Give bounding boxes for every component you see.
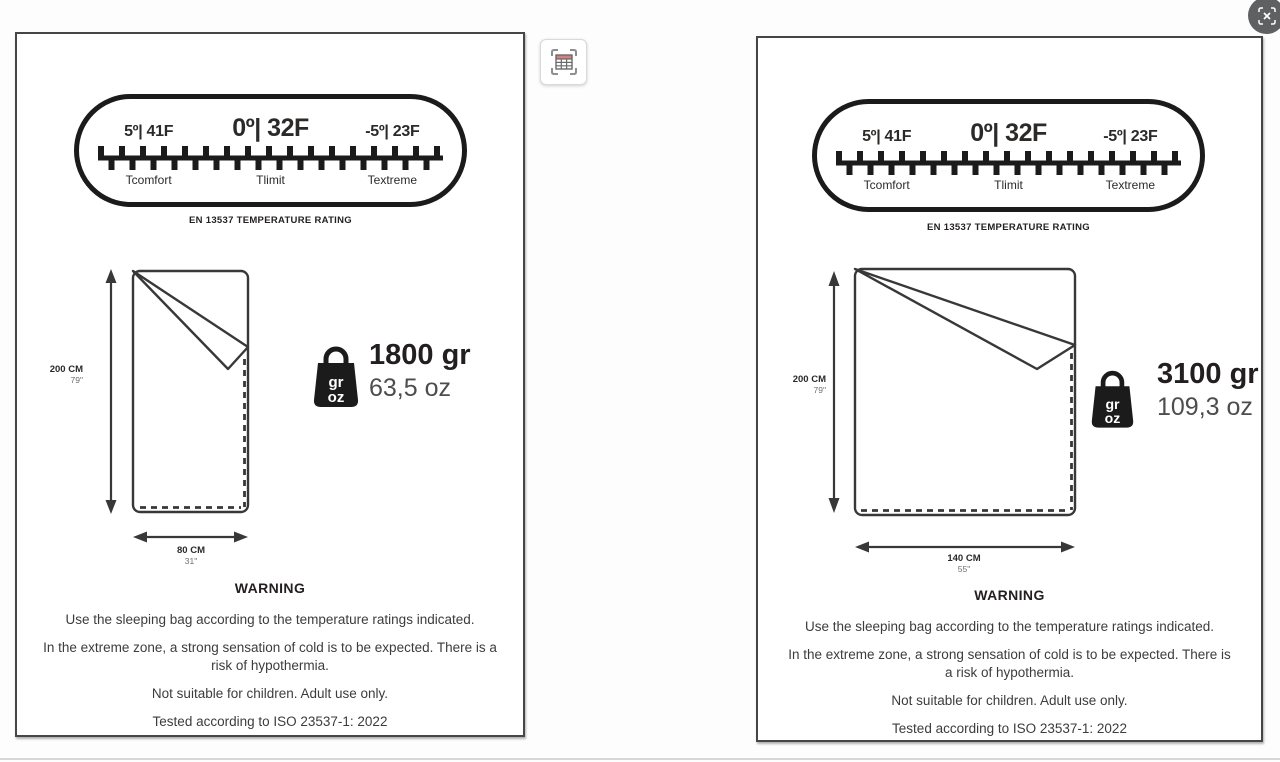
sleeping-bag-diagram <box>93 261 268 556</box>
warning-line: In the extreme zone, a strong sensation of cold is to be expected. There is a risk of hypothermia. <box>788 646 1231 681</box>
warning-line: Tested according to ISO 23537-1: 2022 <box>152 713 388 729</box>
warning-title: WARNING <box>234 580 306 596</box>
weight-bag-icon <box>1089 369 1136 428</box>
weight-ounces: 63,5 oz <box>369 374 452 403</box>
warning-line: Not suitable for children. Adult use only. <box>891 692 1128 708</box>
warning-title: WARNING <box>974 587 1045 603</box>
sleeping-bag-spec-panel-single <box>15 32 525 737</box>
temperature-values-row <box>95 114 447 143</box>
weight-bag-icon <box>311 345 361 407</box>
temperature-rating-scale <box>812 99 1205 212</box>
table-capture-icon <box>550 48 578 76</box>
warning-line: Tested according to ISO 23537-1: 2022 <box>892 720 1127 736</box>
en-13537-caption: EN 13537 TEMPERATURE RATING <box>927 222 1090 233</box>
weight-ounces: 109,3 oz <box>1157 393 1253 422</box>
svg-text:oz: oz <box>327 389 345 406</box>
weight-grams: 3100 gr <box>1157 358 1259 390</box>
warning-line: Use the sleeping bag according to the temperature ratings indicated. <box>65 612 475 627</box>
temperature-ruler-icon <box>836 151 1181 175</box>
bag-height-dimension: 200 CM 79" <box>792 374 826 395</box>
temperature-values-row <box>833 119 1185 148</box>
temperature-rating-scale <box>74 94 467 207</box>
bag-height-dimension: 200 CM 79" <box>49 364 83 385</box>
warning-block <box>17 580 523 740</box>
svg-text:oz: oz <box>1104 409 1121 426</box>
warning-line: Not suitable for children. Adult use only. <box>151 685 389 701</box>
bag-weight <box>1157 359 1259 421</box>
textreme-value: -5º| 23F <box>1103 128 1158 145</box>
height-arrow <box>829 271 840 513</box>
en-13537-caption: EN 13537 TEMPERATURE RATING <box>189 215 352 226</box>
tlimit-label: Tlimit <box>994 178 1023 192</box>
tlimit-label: Tlimit <box>256 173 285 187</box>
warning-line: Use the sleeping bag according to the temperature ratings indicated. <box>804 619 1214 634</box>
tlimit-value: 0º| 32F <box>232 114 309 142</box>
svg-text:gr: gr <box>1105 395 1120 412</box>
textreme-label: Textreme <box>367 173 418 187</box>
temperature-ruler-icon <box>98 146 443 170</box>
height-arrow <box>106 269 117 514</box>
bag-weight <box>369 340 471 402</box>
width-arrow <box>855 542 1075 553</box>
svg-text:gr: gr <box>328 374 344 391</box>
warning-block <box>758 587 1261 747</box>
bag-width-dimension: 80 CM 31" <box>177 545 205 566</box>
temperature-labels-row <box>833 178 1185 192</box>
capture-table-button[interactable] <box>540 39 587 85</box>
sleeping-bag-diagram <box>817 260 1102 560</box>
warning-line: In the extreme zone, a strong sensation of cold is to be expected. There is a risk of hypothermia. <box>43 639 497 674</box>
tlimit-value: 0º| 32F <box>970 119 1047 147</box>
bag-width-dimension: 140 CM 55" <box>947 553 981 574</box>
temperature-labels-row <box>95 173 447 187</box>
tcomfort-label: Tcomfort <box>863 178 910 192</box>
tcomfort-label: Tcomfort <box>125 173 172 187</box>
tcomfort-value: 5º| 41F <box>124 123 174 140</box>
close-capture-button[interactable] <box>1248 0 1280 34</box>
textreme-label: Textreme <box>1105 178 1156 192</box>
width-arrow <box>133 532 248 543</box>
tcomfort-value: 5º| 41F <box>862 128 912 145</box>
textreme-value: -5º| 23F <box>365 123 420 140</box>
page-edge-divider <box>0 758 1280 760</box>
close-capture-icon <box>1257 6 1277 26</box>
weight-grams: 1800 gr <box>369 339 471 371</box>
sleeping-bag-spec-panel-double <box>756 36 1263 742</box>
